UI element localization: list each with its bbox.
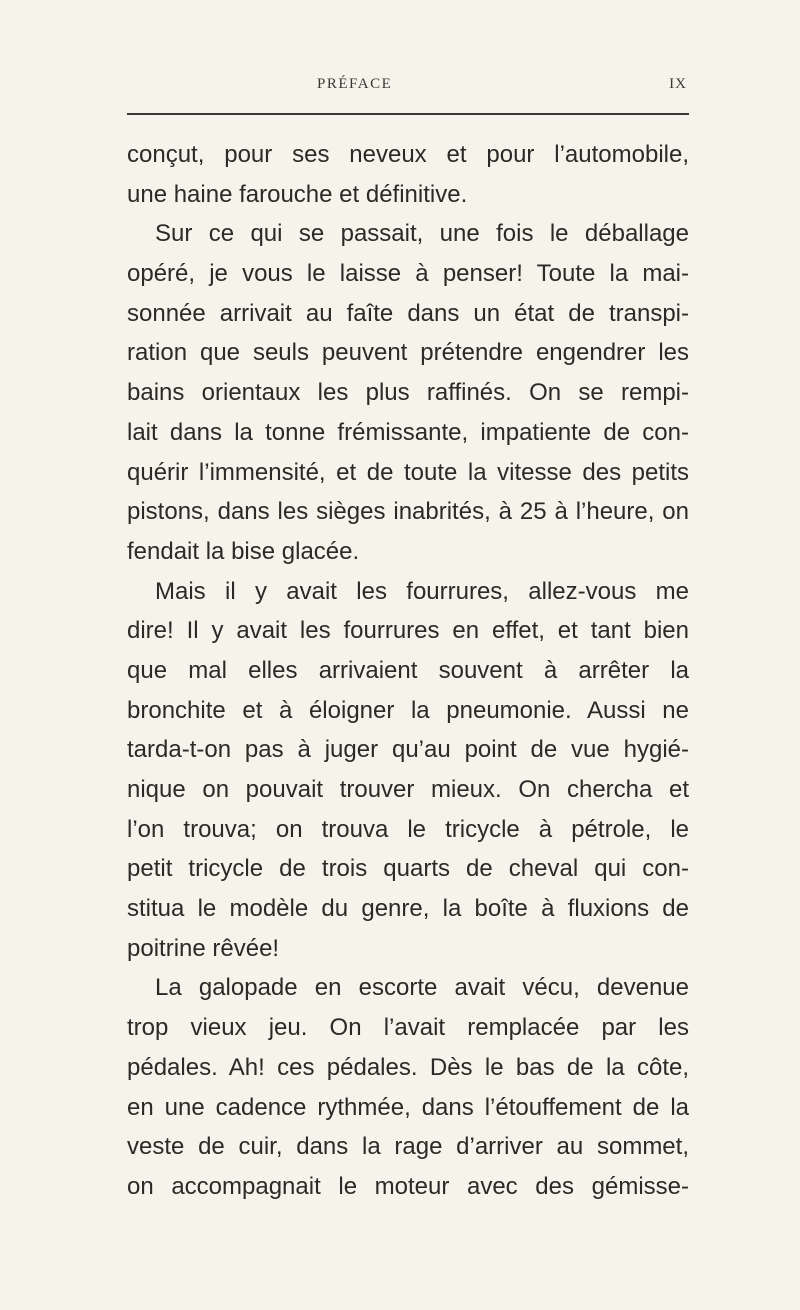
text-line: veste de cuir, dans la rage d’arriver au sommet, bbox=[127, 1133, 689, 1161]
text-line: fendait la bise glacée. bbox=[127, 537, 360, 565]
text-line: que mal elles arrivaient souvent à arrêter la bbox=[127, 656, 689, 684]
page-number: IX bbox=[669, 76, 687, 92]
text-line: ration que seuls peuvent prétendre engendrer les bbox=[127, 339, 689, 367]
text-line: on accompagnait le moteur avec des gémisse- bbox=[127, 1172, 689, 1200]
running-head-title: PRÉFACE bbox=[317, 76, 393, 92]
text-line: pistons, dans les sièges inabrités, à 25 à l’heure, on bbox=[127, 498, 689, 526]
body-text bbox=[127, 135, 689, 1207]
text-line: en une cadence rythmée, dans l’étouffement de la bbox=[127, 1093, 689, 1121]
text-line: sonnée arrivait au faîte dans un état de transpi- bbox=[127, 299, 689, 327]
text-line: La galopade en escorte avait vécu, devenue bbox=[155, 974, 689, 1002]
text-line: nique on pouvait trouver mieux. On chercha et bbox=[127, 776, 689, 803]
text-line: pédales. Ah! ces pédales. Dès le bas de la côte, bbox=[127, 1053, 689, 1081]
text-line: poitrine rêvée! bbox=[127, 934, 280, 962]
text-line: l’on trouva; on trouva le tricycle à pétrole, le bbox=[127, 815, 689, 843]
text-line: quérir l’immensité, et de toute la vitesse des petits bbox=[127, 458, 689, 486]
header-rule bbox=[127, 113, 689, 115]
text-line: Sur ce qui se passait, une fois le déballage bbox=[155, 220, 689, 248]
running-head bbox=[127, 76, 687, 98]
text-line: trop vieux jeu. On l’avait remplacée par les bbox=[127, 1014, 689, 1042]
text-line: tarda-t-on pas à juger qu’au point de vue hygié- bbox=[127, 736, 689, 764]
text-line: bronchite et à éloigner la pneumonie. Aussi ne bbox=[127, 696, 689, 724]
text-line: stitua le modèle du genre, la boîte à fluxions de bbox=[127, 895, 689, 923]
text-line: Mais il y avait les fourrures, allez-vous me bbox=[155, 577, 689, 605]
text-line: bains orientaux les plus raffinés. On se rempi- bbox=[127, 379, 689, 407]
text-line: petit tricycle de trois quarts de cheval qui con- bbox=[127, 855, 689, 883]
text-line: lait dans la tonne frémissante, impatiente de con- bbox=[127, 418, 689, 446]
text-line: conçut, pour ses neveux et pour l’automobile, bbox=[127, 141, 689, 168]
text-line: opéré, je vous le laisse à penser! Toute la mai- bbox=[127, 260, 689, 288]
text-line: une haine farouche et définitive. bbox=[127, 180, 468, 208]
text-line: dire! Il y avait les fourrures en effet, et tant bien bbox=[127, 617, 689, 645]
